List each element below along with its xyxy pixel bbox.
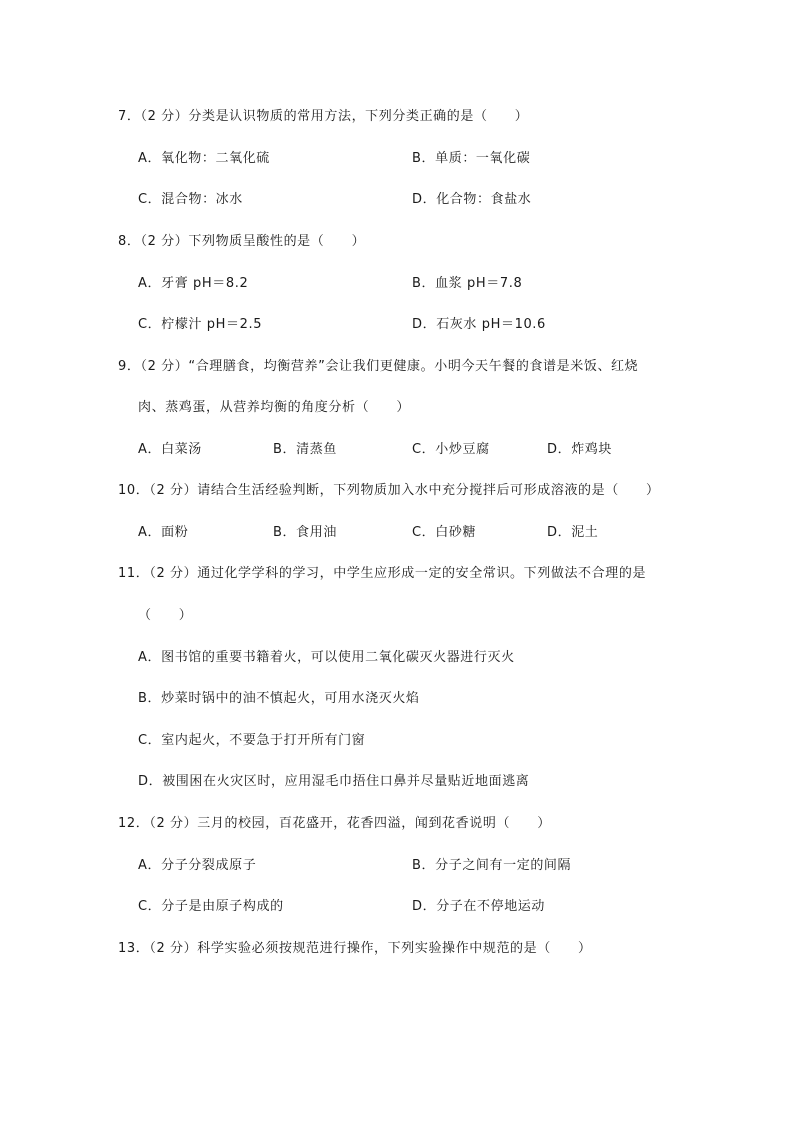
question-7-option-c: C．混合物：冰水 <box>138 192 243 207</box>
question-12-option-d: D．分子在不停地运动 <box>412 899 546 914</box>
question-12-stem: 12．（2 分）三月的校园，百花盛开，花香四溢，闻到花香说明（ ） <box>118 816 551 831</box>
question-13-stem: 13．（2 分）科学实验必须按规范进行操作，下列实验操作中规范的是（ ） <box>118 941 592 956</box>
question-11-option-b: B．炒菜时锅中的油不慎起火，可用水浇灭火焰 <box>138 691 420 706</box>
question-12-option-b: B．分子之间有一定的间隔 <box>412 858 572 873</box>
question-9-stem-continued: 肉、蒸鸡蛋，从营养均衡的角度分析（ ） <box>138 400 411 415</box>
question-11-option-a: A．图书馆的重要书籍着火，可以使用二氧化碳灭火器进行灭火 <box>138 650 515 665</box>
question-8-stem: 8．（2 分）下列物质呈酸性的是（ ） <box>118 234 366 249</box>
question-11-option-c: C．室内起火，不要急于打开所有门窗 <box>138 733 366 748</box>
question-8-option-b: B．血浆 pH＝7.8 <box>412 276 523 291</box>
question-7-stem: 7．（2 分）分类是认识物质的常用方法，下列分类正确的是（ ） <box>118 109 529 124</box>
question-11-option-d: D．被围困在火灾区时，应用湿毛巾捂住口鼻并尽量贴近地面逃离 <box>138 774 530 789</box>
question-11-stem-continued: （ ） <box>138 608 193 623</box>
question-10-option-d: D．泥土 <box>547 525 599 540</box>
question-7-option-d: D．化合物：食盐水 <box>412 192 532 207</box>
question-10-option-a: A．面粉 <box>138 525 189 540</box>
question-9-option-b: B．清蒸鱼 <box>273 442 337 457</box>
question-8-option-c: C．柠檬汁 pH＝2.5 <box>138 317 263 332</box>
question-9-option-a: A．白菜汤 <box>138 442 202 457</box>
question-7-option-a: A．氧化物：二氧化硫 <box>138 151 270 166</box>
question-10-option-c: C．白砂糖 <box>412 525 477 540</box>
question-9-stem: 9．（2 分）“合理膳食，均衡营养”会让我们更健康。小明今天午餐的食谱是米饭、红烧 <box>118 359 639 374</box>
question-11-stem: 11．（2 分）通过化学学科的学习，中学生应形成一定的安全常识。下列做法不合理的是 <box>118 566 647 581</box>
question-8-option-a: A．牙膏 pH＝8.2 <box>138 276 249 291</box>
question-7-option-b: B．单质：一氧化碳 <box>412 151 531 166</box>
question-9-option-c: C．小炒豆腐 <box>412 442 490 457</box>
question-8-option-d: D．石灰水 pH＝10.6 <box>412 317 546 332</box>
question-10-stem: 10．（2 分）请结合生活经验判断，下列物质加入水中充分搅拌后可形成溶液的是（ ） <box>118 483 660 498</box>
question-12-option-c: C．分子是由原子构成的 <box>138 899 284 914</box>
question-10-option-b: B．食用油 <box>273 525 337 540</box>
question-12-option-a: A．分子分裂成原子 <box>138 858 257 873</box>
question-9-option-d: D．炸鸡块 <box>547 442 613 457</box>
